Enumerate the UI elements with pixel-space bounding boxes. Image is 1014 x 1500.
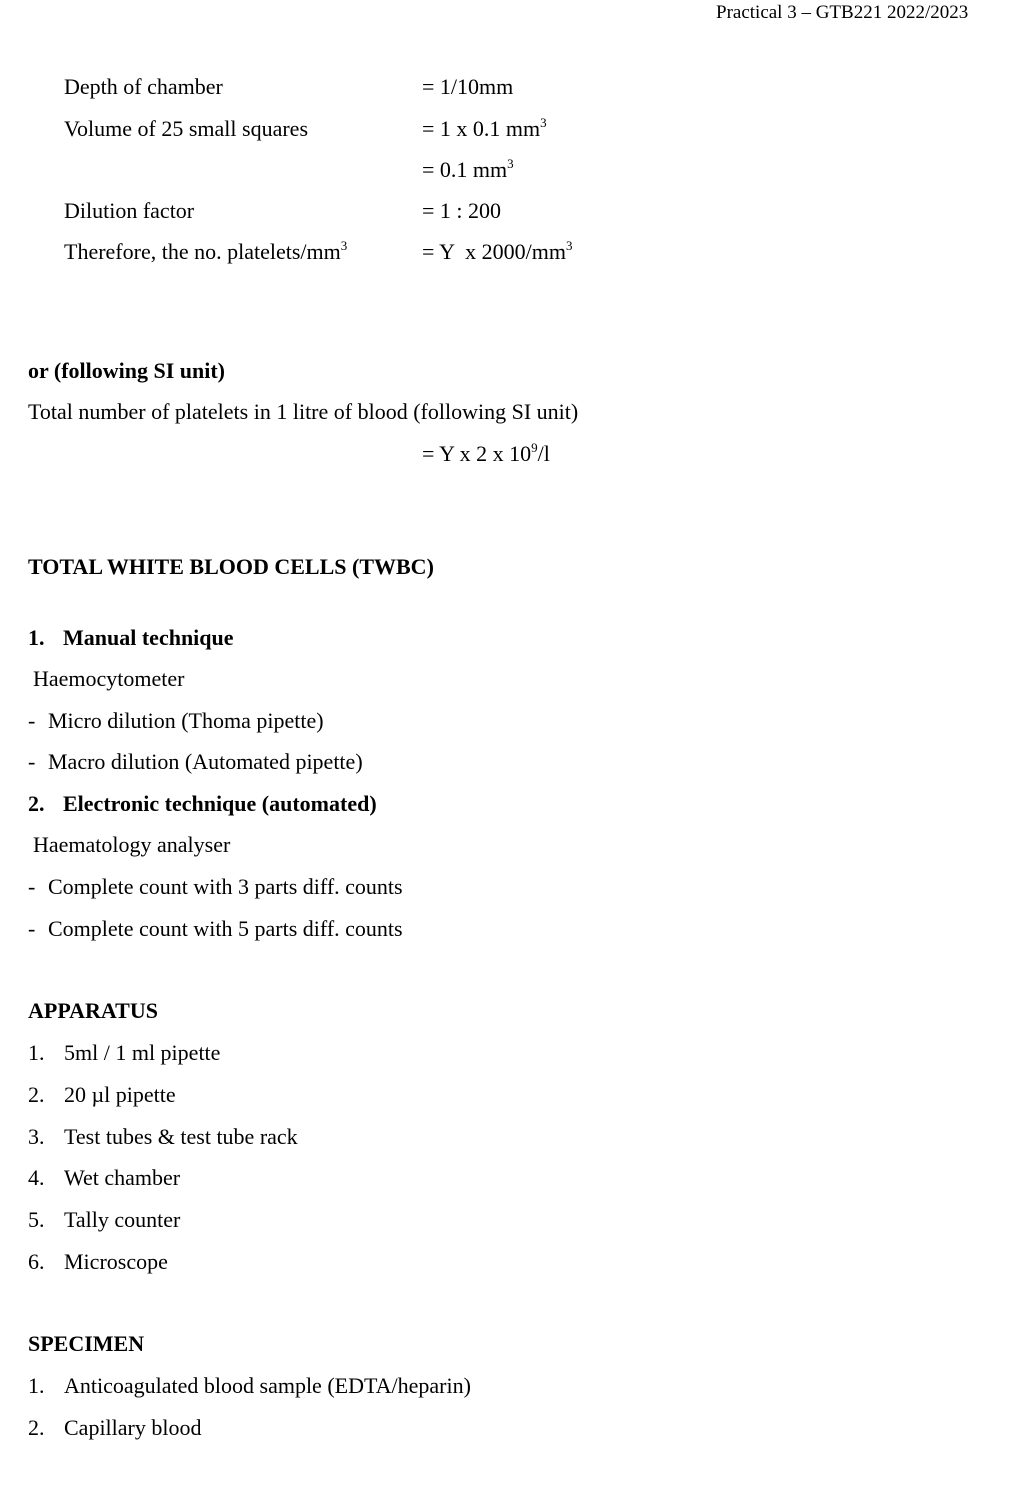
list-item: 20 µl pipette [64, 1082, 176, 1107]
electronic-title: Electronic technique (automated) [63, 791, 377, 816]
list-item: Micro dilution (Thoma pipette) [48, 708, 324, 733]
volume-value-2: = 0.1 $mm^3$ [422, 156, 514, 182]
platelets-value: = Y x $2000/mm^3$ [422, 238, 573, 264]
manual-number: 1. [28, 625, 45, 650]
list-item: Macro dilution (Automated pipette) [48, 749, 363, 774]
bullet-dash: - [28, 916, 36, 941]
specimen-heading: SPECIMEN [28, 1331, 145, 1356]
list-item: Complete count with 3 parts diff. counts [48, 874, 403, 899]
list-item: Anticoagulated blood sample (EDTA/heparin) [64, 1373, 471, 1398]
si-heading: or (following SI unit) [28, 358, 226, 383]
list-item: Tally counter [64, 1207, 181, 1232]
page-header: Practical 3 – GTB221 2022/2023 [716, 2, 969, 23]
list-item: Microscope [64, 1249, 168, 1274]
electronic-subtitle: Haematology analyser [33, 832, 231, 857]
manual-subtitle: Haemocytometer [33, 666, 185, 691]
list-item: Capillary blood [64, 1415, 202, 1440]
list-number: 1. [28, 1040, 45, 1065]
list-number: 2. [28, 1415, 45, 1440]
list-item: 5ml / 1 ml pipette [64, 1040, 221, 1065]
list-number: 3. [28, 1124, 45, 1149]
dilution-label: Dilution factor [64, 198, 195, 223]
list-number: 2. [28, 1082, 45, 1107]
platelets-label: Therefore, the no. platelets/$mm^3$ [64, 238, 348, 264]
list-number: 6. [28, 1249, 45, 1274]
bullet-dash: - [28, 749, 36, 774]
bullet-dash: - [28, 874, 36, 899]
volume-value: = 1 x 0.1 $mm^3$ [422, 115, 547, 141]
bullet-dash: - [28, 708, 36, 733]
depth-label: Depth of chamber [64, 74, 223, 99]
volume-label: Volume of 25 small squares [64, 116, 309, 141]
electronic-number: 2. [28, 791, 45, 816]
list-number: 5. [28, 1207, 45, 1232]
twbc-heading: TOTAL WHITE BLOOD CELLS (TWBC) [28, 554, 434, 579]
si-formula: = Y x 2 x $10^9/l$ [422, 440, 550, 466]
apparatus-heading: APPARATUS [28, 998, 158, 1023]
list-item: Wet chamber [64, 1165, 181, 1190]
manual-title: Manual technique [63, 625, 234, 650]
list-item: Test tubes & test tube rack [64, 1124, 298, 1149]
list-number: 4. [28, 1165, 45, 1190]
si-text: Total number of platelets in 1 litre of blood (following SI unit) [28, 399, 579, 424]
list-item: Complete count with 5 parts diff. counts [48, 916, 403, 941]
depth-value: = 1/10mm [422, 74, 514, 99]
list-number: 1. [28, 1373, 45, 1398]
dilution-value: = 1 : 200 [422, 198, 502, 223]
